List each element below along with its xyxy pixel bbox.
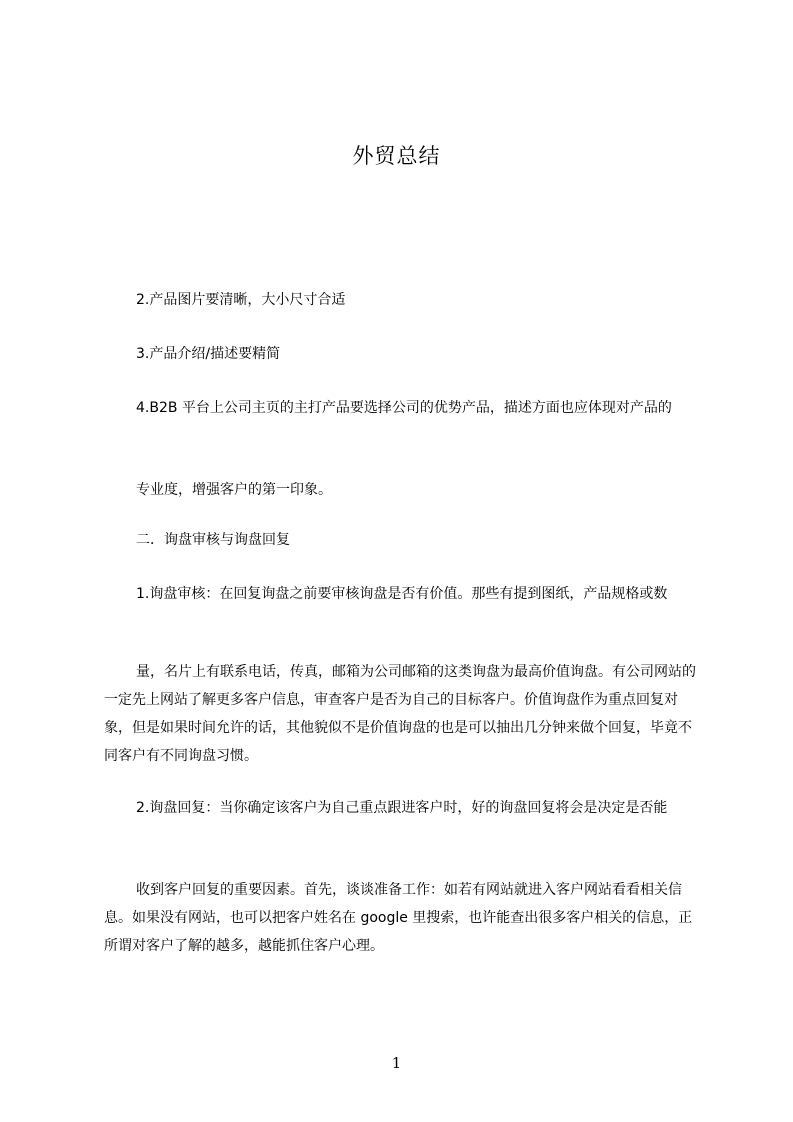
paragraph-product-images: 2.产品图片要清晰，大小尺寸合适: [136, 292, 346, 308]
paragraph-inquiry-reply: 2.询盘回复：当你确定该客户为自己重点跟进客户时，好的询盘回复将会是决定是否能: [136, 800, 668, 816]
page-number: 1: [391, 1054, 402, 1072]
paragraph-product-description: 3.产品介绍/描述要精简: [136, 346, 281, 362]
paragraph-b2b-homepage: 4.B2B 平台上公司主页的主打产品要选择公司的优势产品，描述方面也应体现对产品的: [136, 400, 672, 416]
paragraph-inquiry-value: 量，名片上有联系电话，传真，邮箱为公司邮箱的这类询盘为最高价值询盘。有公司网站的一定先上网站了解更多客户信息，审查客户是否为自己的目标客户。价值询盘作为重点回复对象，但是如果时间允许的话，其他貌似不是价值询盘的也是可以抽出几分钟来做个回复，毕竟不同客户有不同询盘习惯。: [104, 664, 696, 764]
paragraph-inquiry-review: 1.询盘审核：在回复询盘之前要审核询盘是否有价值。那些有提到图纸，产品规格或数: [136, 586, 668, 602]
paragraph-professionalism: 专业度，增强客户的第一印象。: [136, 482, 332, 498]
document-title: 外贸总结: [352, 144, 441, 168]
paragraph-preparation: 收到客户回复的重要因素。首先，谈谈准备工作：如若有网站就进入客户网站看看相关信息。如果没有网站，也可以把客户姓名在 google 里搜索，也许能查出很多客户相关的信息，正所谓对客户了解的越多，越能抓住客户心理。: [104, 882, 693, 954]
section-heading-inquiry: 二．询盘审核与询盘回复: [136, 532, 290, 548]
